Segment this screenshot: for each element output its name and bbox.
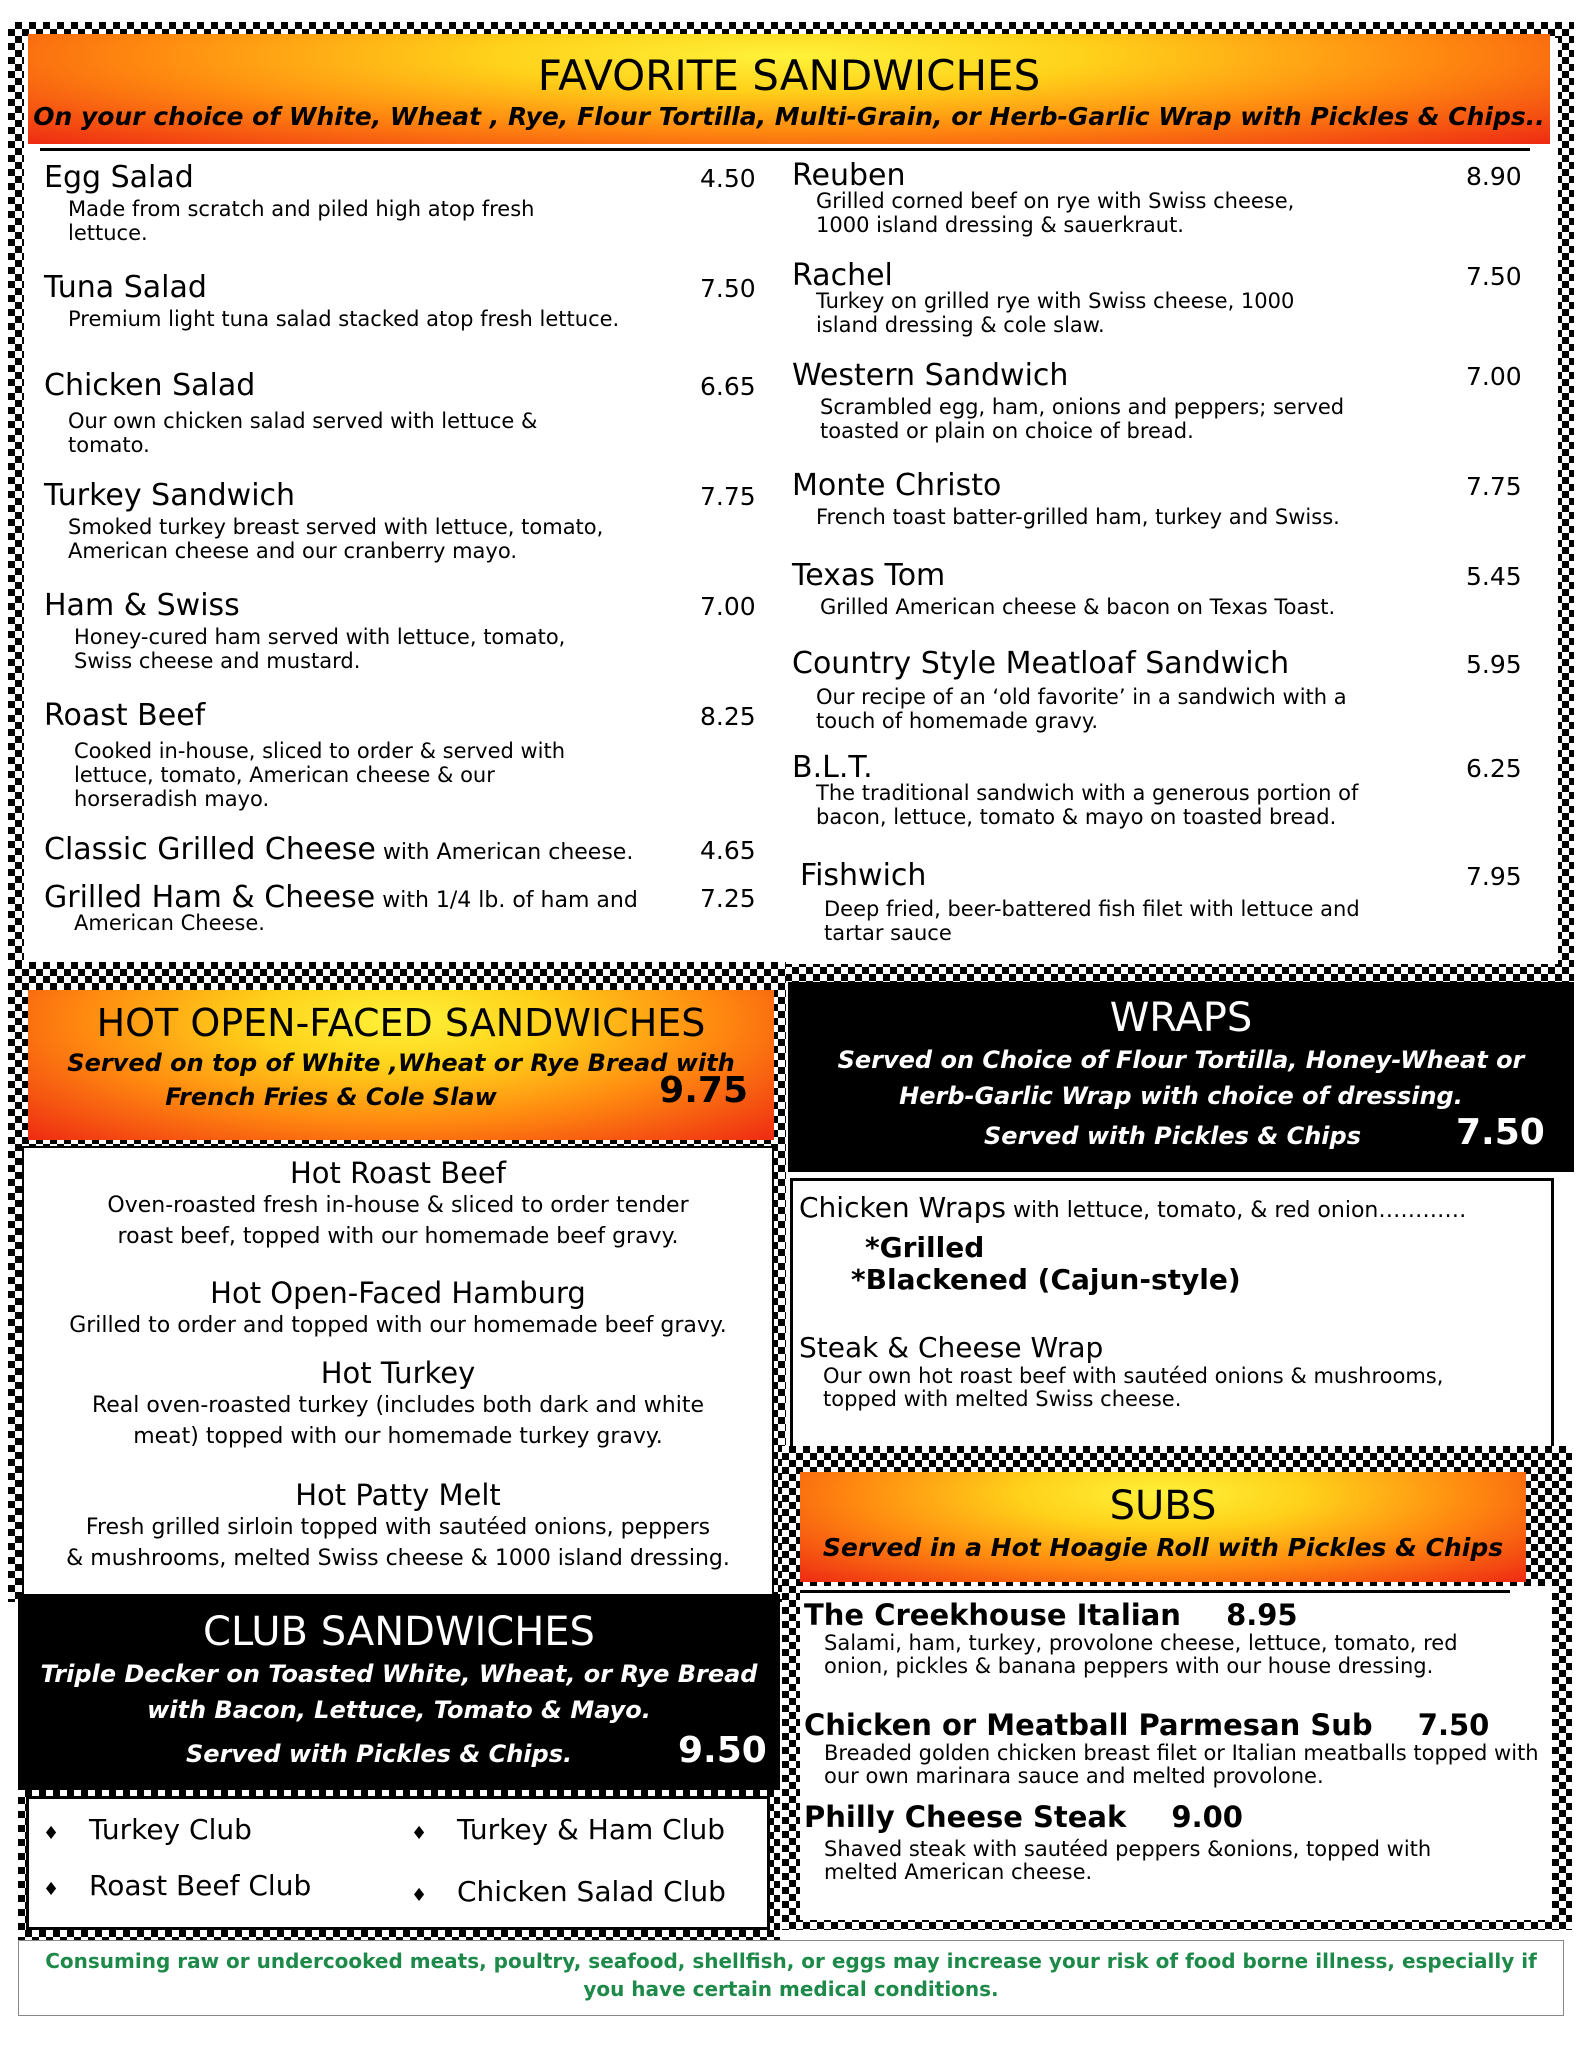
- wraps-header: [788, 982, 1574, 1172]
- item-price: 7.75: [1466, 472, 1522, 501]
- club-subtitle-line1: Triple Decker on Toasted White, Wheat, or Rye Bread: [40, 1660, 758, 1688]
- favorites-banner: [28, 34, 1550, 144]
- item-price: 8.90: [1466, 162, 1522, 191]
- menu-item: [44, 368, 764, 457]
- item-description: French toast batter-grilled ham, turkey and Swiss.: [816, 505, 1340, 529]
- club-item: Turkey Club: [89, 1813, 252, 1846]
- item-description: Turkey on grilled rye with Swiss cheese, 1000 island dressing & cole slaw.: [816, 289, 1295, 337]
- club-title: CLUB SANDWICHES: [203, 1609, 595, 1655]
- item-name: Fishwich: [800, 858, 927, 893]
- bullet-icon: ♦: [411, 1885, 428, 1906]
- item-name: Ham & Swiss: [44, 588, 240, 623]
- item-description: Our own hot roast beef with sautéed onions & mushrooms, topped with melted Swiss cheese.: [823, 1364, 1444, 1411]
- item-name: Philly Cheese Steak: [804, 1800, 1127, 1834]
- item-price: 5.45: [1466, 562, 1522, 591]
- item-price: 6.25: [1466, 754, 1522, 783]
- item-description: Made from scratch and piled high atop fresh lettuce.: [68, 197, 535, 245]
- item-name: Tuna Salad: [44, 270, 207, 305]
- item-price: 7.25: [700, 884, 756, 913]
- wraps-panel: [790, 1178, 1554, 1450]
- favorites-subtitle: On your choice of White, Wheat , Rye, Flour Tortilla, Multi-Grain, or Herb-Garlic Wrap with Pickles & Chips..: [33, 102, 1545, 131]
- hot-subtitle-line2: French Fries & Cole Slaw: [165, 1083, 497, 1111]
- item-name: Monte Christo: [792, 468, 1002, 503]
- favorites-banner-rule: [40, 148, 1530, 151]
- menu-item: [44, 588, 764, 673]
- item-description-line1: Fresh grilled sirloin topped with sautéed onions, peppers: [85, 1515, 711, 1540]
- item-price: 8.95: [1226, 1598, 1298, 1632]
- item-extra: with 1/4 lb. of ham and: [375, 888, 638, 913]
- menu-item-classic-grilled-cheese: [44, 832, 764, 867]
- item-description-line1: Real oven-roasted turkey (includes both dark and white: [91, 1393, 705, 1418]
- item-name: Chicken or Meatball Parmesan Sub: [804, 1708, 1373, 1742]
- item-name: B.L.T.: [792, 750, 873, 785]
- item-name: Reuben: [792, 158, 906, 193]
- item-description: Grilled corned beef on rye with Swiss cheese, 1000 island dressing & sauerkraut.: [816, 189, 1295, 237]
- favorites-title: FAVORITE SANDWICHES: [537, 51, 1041, 100]
- wrap-option-blackened: *Blackened (Cajun-style): [851, 1263, 1241, 1296]
- item-name: Classic Grilled Cheese: [44, 832, 376, 867]
- item-description: Grilled American cheese & bacon on Texas Toast.: [820, 595, 1336, 619]
- club-list: [26, 1796, 770, 1930]
- club-header: [18, 1594, 780, 1794]
- club-price: 9.50: [678, 1730, 767, 1771]
- chicken-wraps: [799, 1191, 1466, 1224]
- item-price: 5.95: [1466, 650, 1522, 679]
- bullet-icon: ♦: [43, 1879, 60, 1900]
- item-name: Chicken Wraps: [799, 1191, 1007, 1224]
- item-name: Hot Roast Beef: [290, 1156, 506, 1190]
- item-price: 7.75: [700, 482, 756, 511]
- item-name: Roast Beef: [44, 698, 206, 733]
- wrap-option-grilled: *Grilled: [865, 1231, 985, 1264]
- item-name: Country Style Meatloaf Sandwich: [792, 646, 1290, 681]
- menu-item: [792, 558, 1522, 619]
- steak-cheese-wrap: Steak & Cheese Wrap: [799, 1331, 1104, 1364]
- item-description: Deep fried, beer-battered fish filet with lettuce and tartar sauce: [824, 897, 1360, 945]
- sub-item: [804, 1800, 1544, 1884]
- item-name: Egg Salad: [44, 160, 194, 195]
- item-price: 4.65: [700, 836, 756, 865]
- hot-item: [24, 1156, 772, 1252]
- subs-rule: [800, 1590, 1510, 1593]
- item-name: Hot Turkey: [320, 1356, 476, 1390]
- item-name: Turkey Sandwich: [44, 478, 296, 513]
- hot-banner: [28, 990, 774, 1140]
- hot-panel: [22, 1146, 774, 1596]
- item-price: 9.00: [1171, 1800, 1243, 1834]
- hot-item: [24, 1276, 772, 1341]
- menu-item: [792, 468, 1522, 529]
- item-name: Texas Tom: [792, 558, 946, 593]
- item-price: 7.50: [1417, 1708, 1490, 1742]
- item-description: Our own chicken salad served with lettuce & tomato.: [68, 409, 538, 457]
- hot-title: HOT OPEN-FACED SANDWICHES: [96, 1001, 706, 1045]
- item-description: Honey-cured ham served with lettuce, tomato, Swiss cheese and mustard.: [74, 625, 566, 673]
- menu-item: [792, 858, 1522, 945]
- menu-item: [44, 698, 764, 811]
- item-name: The Creekhouse Italian: [804, 1598, 1181, 1632]
- item-description-line1: Oven-roasted fresh in-house & sliced to order tender: [107, 1193, 689, 1218]
- menu-item: [792, 258, 1522, 337]
- item-description: Salami, ham, turkey, provolone cheese, lettuce, tomato, red onion, pickles & banana peppers with our house dressing.: [824, 1631, 1458, 1678]
- menu-item: [44, 270, 764, 331]
- menu-item-grilled-ham-cheese: [44, 880, 764, 935]
- item-name: Chicken Salad: [44, 368, 256, 403]
- food-safety-text: Consuming raw or undercooked meats, poultry, seafood, shellfish, or eggs may increase your risk of food borne illness, especially if you have certain medical conditions.: [45, 1949, 1537, 2001]
- subs-banner: [800, 1472, 1526, 1582]
- subs-title: SUBS: [1109, 1483, 1217, 1529]
- menu-item: [792, 646, 1522, 733]
- wraps-title: WRAPS: [1109, 995, 1253, 1041]
- item-name: Hot Open-Faced Hamburg: [210, 1276, 586, 1310]
- subs-panel: [800, 1586, 1552, 1920]
- item-description: Breaded golden chicken breast filet or Italian meatballs topped with our own marinara sauce and melted provolone.: [824, 1741, 1539, 1788]
- item-description-line2: & mushrooms, melted Swiss cheese & 1000 island dressing.: [66, 1546, 730, 1571]
- menu-item: [792, 750, 1522, 829]
- subs-subtitle: Served in a Hot Hoagie Roll with Pickles & Chips: [822, 1533, 1504, 1562]
- item-price: 4.50: [700, 164, 756, 193]
- item-name: Rachel: [792, 258, 893, 293]
- sub-item: [804, 1598, 1544, 1678]
- hot-subtitle-line1: Served on top of White ,Wheat or Rye Bread with: [67, 1049, 735, 1077]
- item-description: Shaved steak with sautéed peppers &onions, topped with melted American cheese.: [824, 1837, 1432, 1884]
- item-description: American Cheese.: [74, 911, 265, 935]
- menu-item: [792, 358, 1522, 443]
- item-name: Western Sandwich: [792, 358, 1069, 393]
- menu-item: [792, 158, 1522, 237]
- item-price: 8.25: [700, 702, 756, 731]
- club-served: Served with Pickles & Chips.: [186, 1740, 573, 1768]
- item-extra: with lettuce, tomato, & red onion…………: [1006, 1198, 1467, 1223]
- menu-item: [44, 478, 764, 563]
- hot-price: 9.75: [659, 1070, 748, 1111]
- wraps-price: 7.50: [1456, 1112, 1545, 1153]
- item-price: 7.50: [1466, 262, 1522, 291]
- wraps-served: Served with Pickles & Chips: [984, 1122, 1361, 1150]
- hot-item: [24, 1478, 772, 1574]
- item-price: 7.50: [700, 274, 756, 303]
- club-subtitle-line2: with Bacon, Lettuce, Tomato & Mayo.: [147, 1696, 651, 1724]
- item-description: Premium light tuna salad stacked atop fresh lettuce.: [68, 307, 620, 331]
- bullet-icon: ♦: [43, 1823, 60, 1844]
- favorites-right-column: [792, 158, 1522, 958]
- wraps-subtitle-line1: Served on Choice of Flour Tortilla, Honey-Wheat or: [837, 1046, 1525, 1074]
- item-description: Cooked in-house, sliced to order & served with lettuce, tomato, American cheese & our horseradish mayo.: [74, 739, 566, 811]
- item-description: The traditional sandwich with a generous portion of bacon, lettuce, tomato & mayo on toasted bread.: [816, 781, 1359, 829]
- item-name: Grilled Ham & Cheese: [44, 880, 376, 915]
- sub-item: [804, 1708, 1544, 1788]
- item-price: 7.00: [700, 592, 756, 621]
- club-item: Chicken Salad Club: [457, 1875, 726, 1908]
- hot-item: [24, 1356, 772, 1452]
- item-name: Hot Patty Melt: [295, 1478, 501, 1512]
- item-extra: with American cheese.: [375, 840, 634, 865]
- item-description-line2: roast beef, topped with our homemade beef gravy.: [117, 1224, 679, 1249]
- item-price: 7.00: [1466, 362, 1522, 391]
- item-description: Smoked turkey breast served with lettuce, tomato, American cheese and our cranberry mayo.: [68, 515, 604, 563]
- item-description-line1: Grilled to order and topped with our homemade beef gravy.: [69, 1313, 727, 1338]
- item-description: Scrambled egg, ham, onions and peppers; served toasted or plain on choice of bread.: [820, 395, 1345, 443]
- item-price: 7.95: [1466, 862, 1522, 891]
- item-price: 6.65: [700, 372, 756, 401]
- item-description: Our recipe of an ‘old favorite’ in a sandwich with a touch of homemade gravy.: [816, 685, 1347, 733]
- club-item: Turkey & Ham Club: [457, 1813, 725, 1846]
- favorites-left-column: [44, 160, 764, 950]
- bullet-icon: ♦: [411, 1823, 428, 1844]
- menu-item: [44, 160, 764, 245]
- food-safety-notice: [18, 1940, 1564, 2016]
- club-item: Roast Beef Club: [89, 1869, 312, 1902]
- wraps-subtitle-line2: Herb-Garlic Wrap with choice of dressing.: [899, 1082, 1463, 1110]
- item-description-line2: meat) topped with our homemade turkey gravy.: [133, 1424, 663, 1449]
